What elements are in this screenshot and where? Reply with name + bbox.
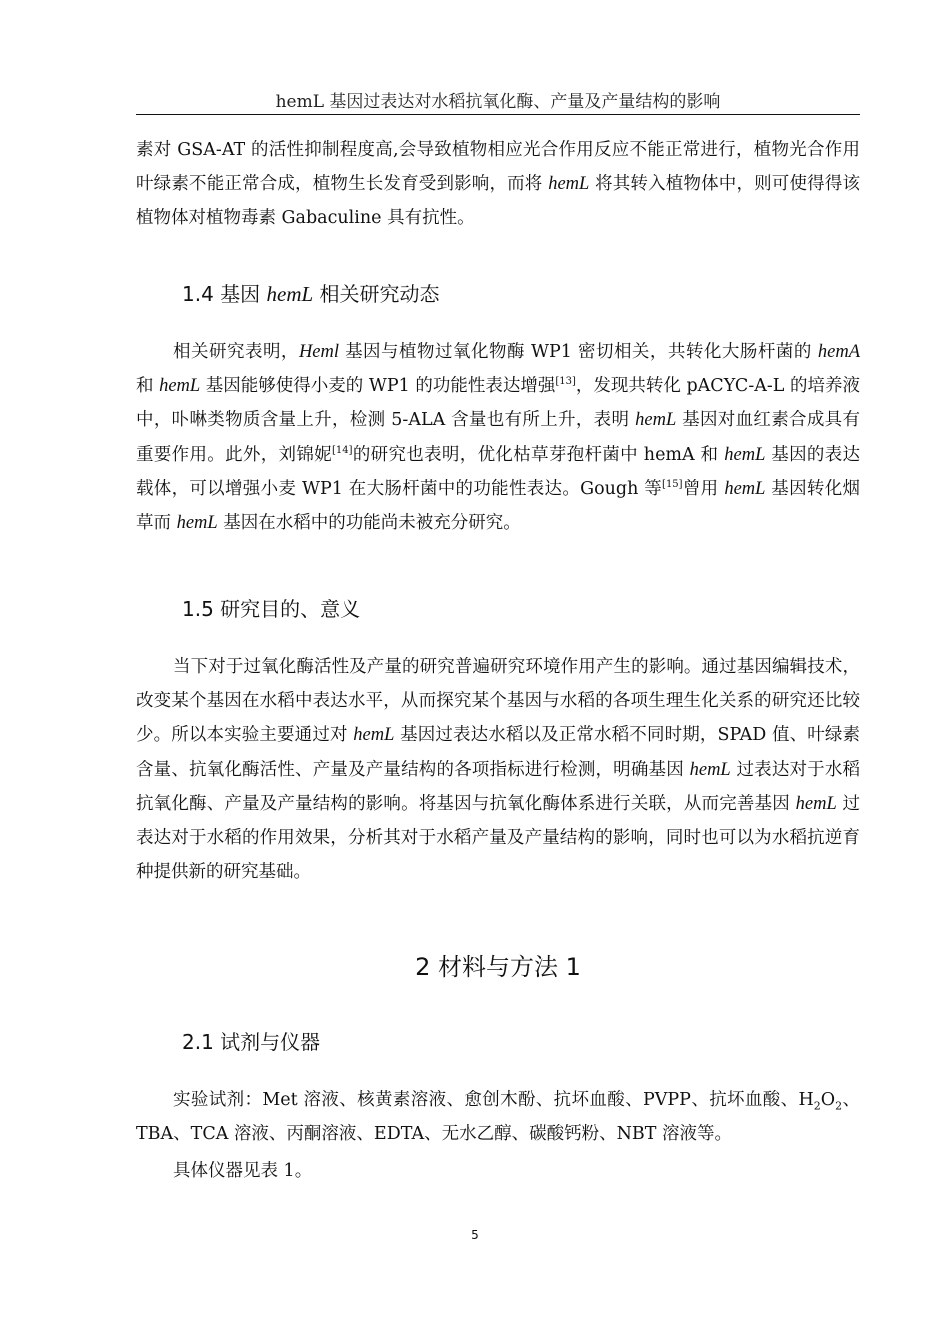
text-run: O [820, 1090, 836, 1110]
gene-name: hemL [353, 725, 395, 746]
gene-name: hemL [635, 410, 677, 431]
paragraph-instruments: 具体仪器见表 1。 [173, 1161, 313, 1181]
heading-text: 1.4 基因 [182, 282, 267, 306]
citation: [13] [555, 376, 576, 388]
paragraph-gabaculine [136, 133, 860, 236]
paragraph-reagents [136, 1083, 860, 1151]
paragraph-research-status [136, 335, 860, 540]
text-run: 基因与植物过氧化物酶 WP1 密切相关，共转化大肠杆菌的 [339, 342, 818, 362]
text-run: 素对 GSA-AT 的活性抑制程度高,会导致植物相应光合作用反应不能正常进行，植物光合作用叶绿素不能正常合成，植物生长发育受到影响，而将 [136, 140, 860, 195]
gene-name: hemL [548, 174, 590, 195]
section-heading-1-4 [182, 281, 440, 307]
citation: [14] [332, 444, 353, 456]
section-heading-2-1: 2.1 试剂与仪器 [182, 1030, 321, 1054]
subscript: 2 [813, 1099, 821, 1113]
subscript: 2 [835, 1099, 843, 1113]
text-run: 基因在水稻中的功能尚未被充分研究。 [217, 513, 521, 534]
text-run: 、TBA、TCA 溶液、丙酮溶液、EDTA、无水乙醇、碳酸钙粉、NBT 溶液等。 [136, 1090, 861, 1145]
text-run: 相关研究表明， [173, 342, 299, 362]
gene-name: Heml [298, 342, 340, 362]
gene-name: hemL [795, 793, 837, 814]
text-run: 基因对血红素合成具有重要作用。此外，刘锦妮 [136, 410, 860, 465]
text-run: 基因能够使得小麦的 WP1 的功能性表达增强 [200, 376, 556, 397]
gene-name: hemL [724, 478, 766, 499]
heading-text: 相关研究动态 [313, 282, 440, 306]
text-run: 和 [136, 376, 160, 397]
text-run: 基因转化烟草而 [136, 478, 860, 534]
gene-name: hemL [266, 282, 314, 306]
text-run: 基因的表达载体，可以增强小麦 WP1 在大肠杆菌中的功能性表达。Gough 等 [136, 444, 861, 499]
paragraph-purpose [136, 650, 860, 889]
text-run: 将其转入植物体中，则可使得得该植物体对植物毒素 Gabaculine 具有抗性。 [136, 174, 861, 229]
gene-name: hemL [176, 513, 218, 534]
text-run: 实验试剂：Met 溶液、核黄素溶液、愈创木酚、抗坏血酸、PVPP、抗坏血酸、H [173, 1090, 814, 1110]
chapter-heading-2: 2 材料与方法 1 [415, 953, 581, 981]
section-heading-1-5: 1.5 研究目的、意义 [182, 597, 361, 621]
gene-name: hemL [689, 759, 731, 780]
text-run: 过表达对于水稻抗氧化酶、产量及产量结构的影响。将基因与抗氧化酶体系进行关联，从而完善基因 [136, 759, 861, 814]
text-run: ，发现共转化 pACYC-A-L 的培养液中，卟啉类物质含量上升，检测 5-ALA 含量也有所上升，表明 [136, 376, 860, 431]
gene-name: hemA [817, 342, 861, 362]
gene-name: hemL [724, 444, 766, 465]
text-run: 过表达对于水稻的作用效果，分析其对于水稻产量及产量结构的影响，同时也可以为水稻抗逆育种提供新的研究基础。 [136, 793, 860, 883]
text-run: 基因过表达水稻以及正常水稻不同时期，SPAD 值、叶绿素含量、抗氧化酶活性、产量及产量结构的各项指标进行检测，明确基因 [136, 725, 861, 780]
citation: [15] [662, 478, 683, 490]
page-number: 5 [471, 1228, 479, 1242]
text-run: 曾用 [682, 478, 725, 499]
header-rule [136, 114, 860, 115]
text-run: 的研究也表明，优化枯草芽孢杆菌中 hemA 和 [352, 444, 725, 465]
gene-name: hemL [159, 376, 201, 397]
text-run: 当下对于过氧化酶活性及产量的研究普遍研究环境作用产生的影响。通过基因编辑技术，改变某个基因在水稻中表达水平，从而探究某个基因与水稻的各项生理生化关系的研究还比较少。所以本实验主要通过对 [136, 657, 860, 746]
running-header: hemL 基因过表达对水稻抗氧化酶、产量及产量结构的影响 [275, 92, 721, 112]
